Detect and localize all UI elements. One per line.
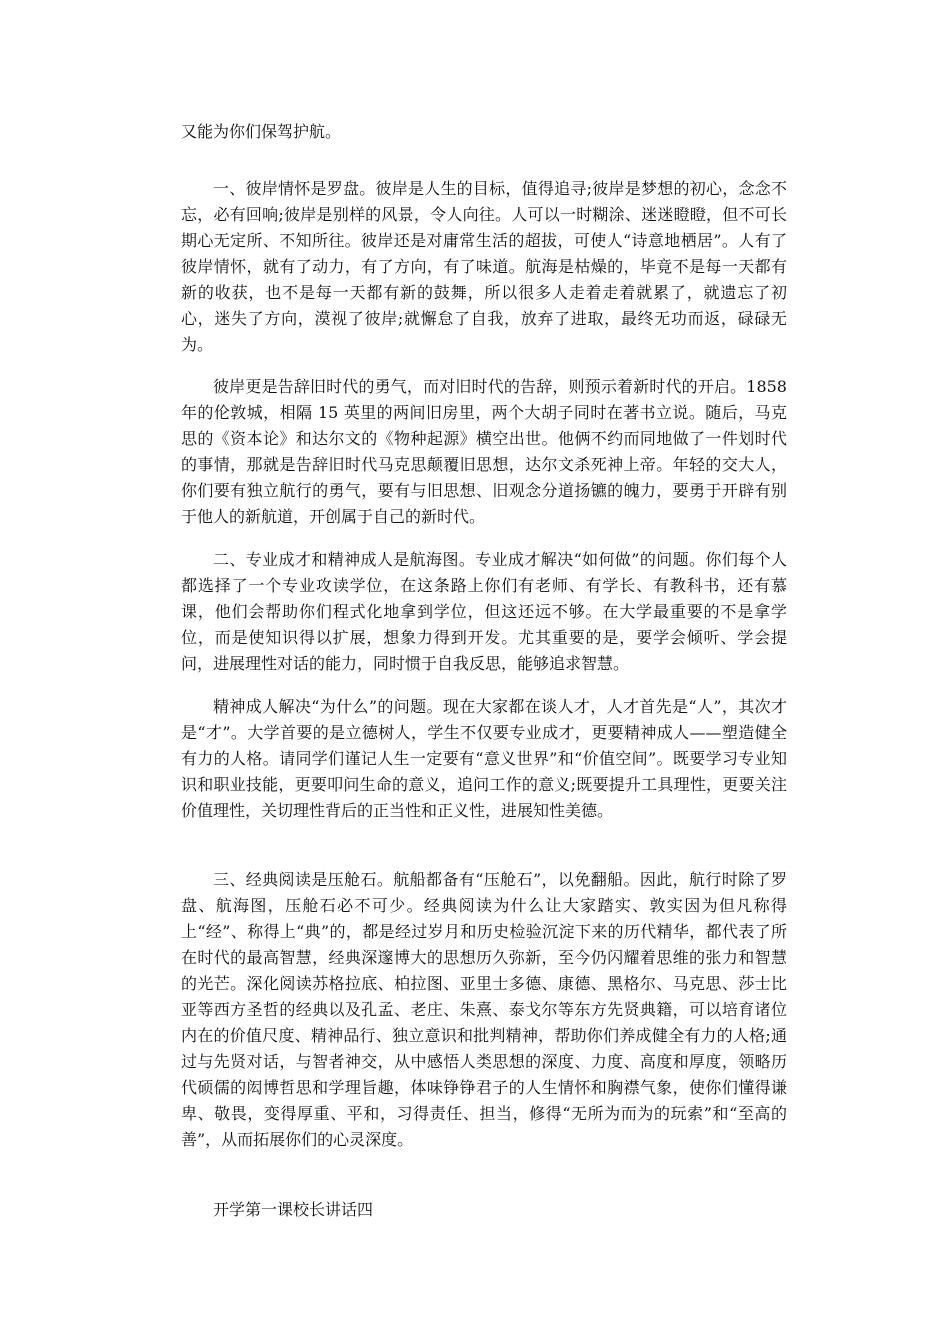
paragraph-compass: 一、彼岸情怀是罗盘。彼岸是人生的目标，值得追寻;彼岸是梦想的初心，念念不忘，必有回响;彼岸是别样的风景，令人向往。人可以一时糊涂、迷迷瞪瞪，但不可长期心无定所、不知所往。彼岸还是对庸常生活的超拔，可使人“诗意地栖居”。人有了彼岸情怀，就有了动力，有了方向，有了味道。航海是枯燥的，毕竟不是每一天都有新的收获，也不是每一天都有新的鼓舞，所以很多人走着走着就累了，就遗忘了初心，迷失了方向，漠视了彼岸;就懈怠了自我，放弃了进取，最终无功而返，碌碌无为。 [181,179,787,354]
paragraph-ballast-stone: 三、经典阅读是压舱石。航船都备有“压舱石”，以免翻船。因此，航行时除了罗盘、航海图，压舱石必不可少。经典阅读为什么让大家踏实、敦实因为但凡称得上“经”、称得上“典”的，都是经过岁月和历史检验沉淀下来的历代精华，都代表了所在时代的最高智慧，经典深邃博大的思想历久弥新，至今仍闪耀着思维的张力和智慧的光芒。深化阅读苏格拉底、柏拉图、亚里士多德、康德、黑格尔、马克思、莎士比亚等西方圣哲的经典以及孔孟、老庄、朱熹、泰戈尔等东方先贤典籍，可以培育诸位内在的价值尺度、精神品行、独立意识和批判精神，帮助你们养成健全有力的人格;通过与先贤对话，与智者神交，从中感悟人类思想的深度、力度、高度和厚度，领略历代硕儒的闳博哲思和学理旨趣，体味铮铮君子的人生情怀和胸襟气象，使你们懂得谦卑、敬畏，变得厚重、平和，习得责任、担当，修得“无所为而为的玩索”和“至高的善”，从而拓展你们的心灵深度。 [181,870,787,1149]
paragraph-spiritual-growth: 精神成人解决“为什么”的问题。现在大家都在谈人才，人才首先是“人”，其次才是“才”。大学首要的是立德树人，学生不仅要专业成才，更要精神成人——塑造健全有力的人格。请同学们谨记人生一定要有“意义世界”和“价值空间”。既要学习专业知识和职业技能，更要叩问生命的意义，追问工作的意义;既要提升工具理性，更要关注价值理性，关切理性背后的正当性和正义性，进展知性美德。 [181,697,787,820]
paragraph-courage: 彼岸更是告辞旧时代的勇气，而对旧时代的告辞，则预示着新时代的开启。1858 年的伦敦城，相隔 15 英里的两间旧房里，两个大胡子同时在著书立说。随后，马克思的《资本论》和达尔文的《物种起源》横空出世。他俩不约而同地做了一件划时代的事情，那就是告辞旧时代马克思颠覆旧思想，达尔文杀死神上帝。年轻的交大人，你们要有独立航行的勇气，要有与旧思想、旧观念分道扬镳的魄力，要勇于开辟有别于他人的新航道，开创属于自己的新时代。 [181,377,787,526]
paragraph-continuation: 又能为你们保驾护航。 [181,122,342,141]
section-heading: 开学第一课校长讲话四 [213,1200,374,1219]
paragraph-nautical-chart: 二、专业成才和精神成人是航海图。专业成才解决“如何做”的问题。你们每个人都选择了一个专业攻读学位，在这条路上你们有老师、有学长、有教科书，还有慕课，他们会帮助你们程式化地拿到学位，但这还远不够。在大学最重要的不是拿学位，而是使知识得以扩展，想象力得到开发。尤其重要的是，要学会倾听、学会提问，进展理性对话的能力，同时惯于自我反思，能够追求智慧。 [181,550,787,673]
